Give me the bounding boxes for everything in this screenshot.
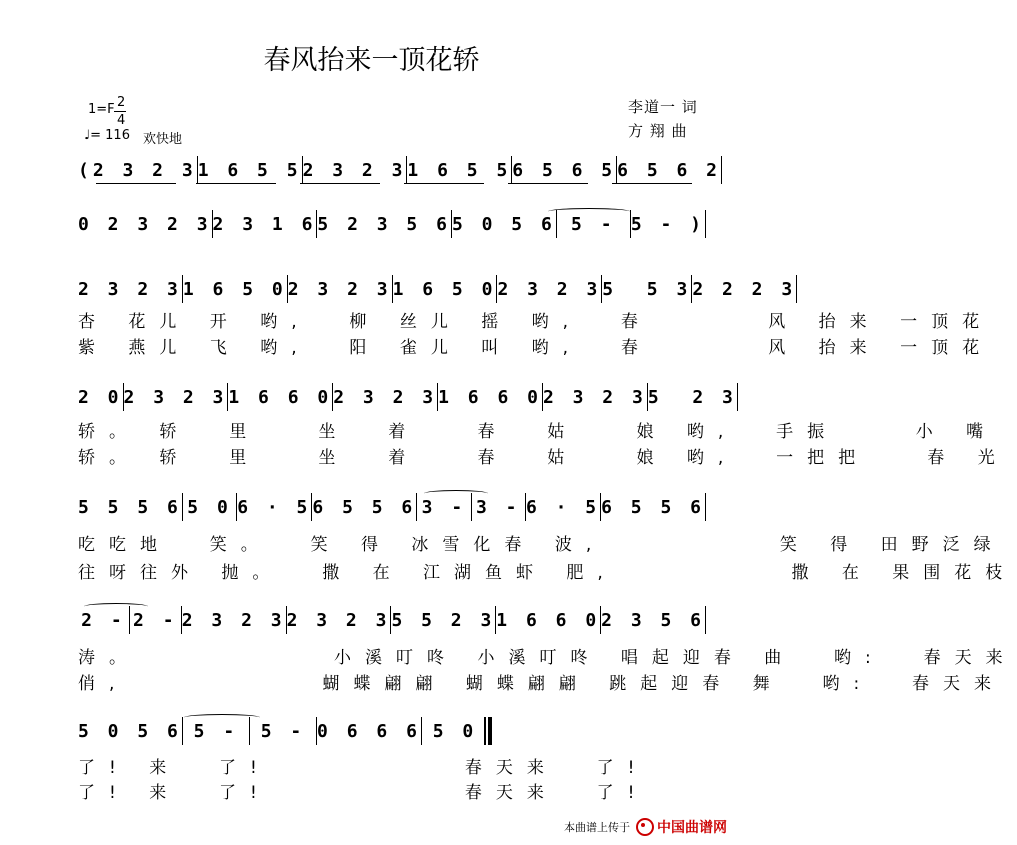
measure: 2 0 (78, 387, 123, 408)
lyric-line-1: 杏 花儿 开 哟, 柳 丝儿 摇 哟, 春 风 抬来 一顶花 (78, 312, 994, 332)
beam-line (300, 183, 380, 184)
measure: 2 - (81, 610, 126, 631)
key-signature: 1=F (88, 102, 115, 117)
measure: 2 - (133, 610, 178, 631)
beam-line (508, 183, 588, 184)
footer-upload-note (564, 817, 727, 837)
measure: 5 - (260, 721, 306, 742)
lyric-line-2: 轿。 轿 里 坐 着 春 姑 娘 哟, 一把把 春 光 (78, 448, 1009, 468)
measure: 5 - (193, 721, 239, 742)
measure: 2 3 2 3 (542, 387, 647, 408)
score-row-5 (78, 497, 706, 527)
lyric-line-1: 了! 来 了! 春天来 了! (78, 758, 649, 778)
barline (721, 156, 722, 184)
measure: 0 6 6 6 (317, 721, 421, 742)
time-signature-top: 2 (117, 95, 126, 110)
measure: 3 - (476, 497, 521, 518)
measure: 1 6 6 0 (496, 610, 601, 631)
time-signature-bottom: 4 (117, 113, 126, 128)
tie-slur (84, 603, 148, 610)
measure: 2 3 2 3 (123, 387, 228, 408)
measure: 0 2 3 2 3 (78, 214, 212, 235)
measure: 6 · 5 (237, 497, 312, 518)
measure: 5 0 5 6 (451, 214, 556, 235)
measure: 2 3 2 3 (181, 610, 286, 631)
logo-icon (636, 818, 654, 836)
tempo-marking: ♩= 116 (84, 128, 130, 143)
lyric-line-1: 涛。 小溪叮咚 小溪叮咚 唱起迎春 曲 哟: 春天来 (78, 648, 1017, 668)
measure: 1 6 5 5 (197, 160, 302, 181)
measure: 2 3 2 3 (497, 279, 602, 300)
barline (796, 275, 797, 303)
footer-text: 本曲谱上传于 (564, 821, 630, 834)
tie-slur (424, 490, 488, 497)
measure: 6 5 5 6 (312, 497, 417, 518)
lyric-line-2: 紫 燕儿 飞 哟, 阳 雀儿 叫 哟, 春 风 抬来 一顶花 (78, 338, 994, 358)
measure: 5 0 5 6 (78, 721, 182, 742)
barline (705, 210, 706, 238)
lyric-line-2: 了! 来 了! 春天来 了! (78, 783, 649, 803)
tie-slur (548, 208, 630, 215)
score-row-3 (78, 279, 797, 309)
measure: 1 6 5 5 (407, 160, 512, 181)
measure: 5 5 2 3 (391, 610, 496, 631)
measure: 5 - ) (630, 214, 705, 235)
barline (705, 606, 706, 634)
expression-marking: 欢快地 (143, 132, 183, 147)
measure: 5 2 3 (647, 387, 737, 408)
measure: 2 3 2 3 (78, 279, 182, 300)
site-logo[interactable] (636, 817, 727, 837)
barline (705, 493, 706, 521)
measure: 5 0 (432, 721, 478, 742)
measure: 5 5 5 6 (78, 497, 182, 518)
site-logo-text: 中国曲谱网 (657, 820, 727, 836)
time-signature-line (114, 111, 126, 112)
score-row-6 (78, 610, 706, 640)
beam-line (404, 183, 484, 184)
beam-line (196, 183, 276, 184)
measure: 6 5 6 2 (617, 160, 721, 181)
measure: 5 - (571, 214, 616, 235)
measure: 2 3 2 3 (286, 610, 391, 631)
measure: 1 6 5 0 (182, 279, 287, 300)
score-row-2 (78, 214, 706, 244)
beam-line (612, 183, 692, 184)
final-barline-thick (488, 717, 492, 745)
measure: 6 · 5 (525, 497, 601, 518)
measure: 5 5 3 (602, 279, 692, 300)
score-row-4 (78, 387, 737, 417)
measure: 1 6 6 0 (228, 387, 333, 408)
measure: 2 2 2 3 (692, 279, 797, 300)
lyric-line-1: 轿。 轿 里 坐 着 春 姑 娘 哟, 手振 小 嘴 (78, 422, 998, 442)
song-title: 春风抬来一顶花轿 (263, 45, 480, 76)
measure: 2 3 2 3 (333, 387, 438, 408)
measure: 2 3 1 6 (212, 214, 317, 235)
composer-credit: 方 翔 曲 (628, 122, 688, 140)
barline (737, 383, 738, 411)
score-row-1 (78, 160, 721, 190)
lyric-line-2: 往呀往外 抛。 撒 在 江湖鱼虾 肥, 撒 在 果围花枝 (78, 563, 1017, 583)
beam-line (96, 183, 176, 184)
measure: 6 5 6 5 (512, 160, 617, 181)
lyric-line-1: 吃吃地 笑。 笑 得 冰雪化春 波, 笑 得 田野泛绿 (78, 535, 1005, 555)
measure: 2 3 2 3 (287, 279, 392, 300)
final-barline-thin (484, 717, 486, 745)
measure: 5 0 (187, 497, 232, 518)
tie-slur (184, 714, 260, 721)
measure: 2 3 5 6 (601, 610, 706, 631)
score-row-7 (78, 721, 488, 751)
measure: (2 3 2 3 (78, 160, 197, 181)
measure: 3 - (421, 497, 467, 518)
measure: 1 6 6 0 (438, 387, 542, 408)
measure: 1 6 5 0 (392, 279, 497, 300)
measure: 5 2 3 5 6 (317, 214, 451, 235)
lyric-line-2: 俏, 蝴蝶翩翩 蝴蝶翩翩 跳起迎春 舞 哟: 春天来 (78, 674, 1005, 694)
measure: 2 3 2 3 (302, 160, 407, 181)
measure: 6 5 5 6 (601, 497, 705, 518)
lyricist-credit: 李道一 词 (628, 98, 698, 116)
